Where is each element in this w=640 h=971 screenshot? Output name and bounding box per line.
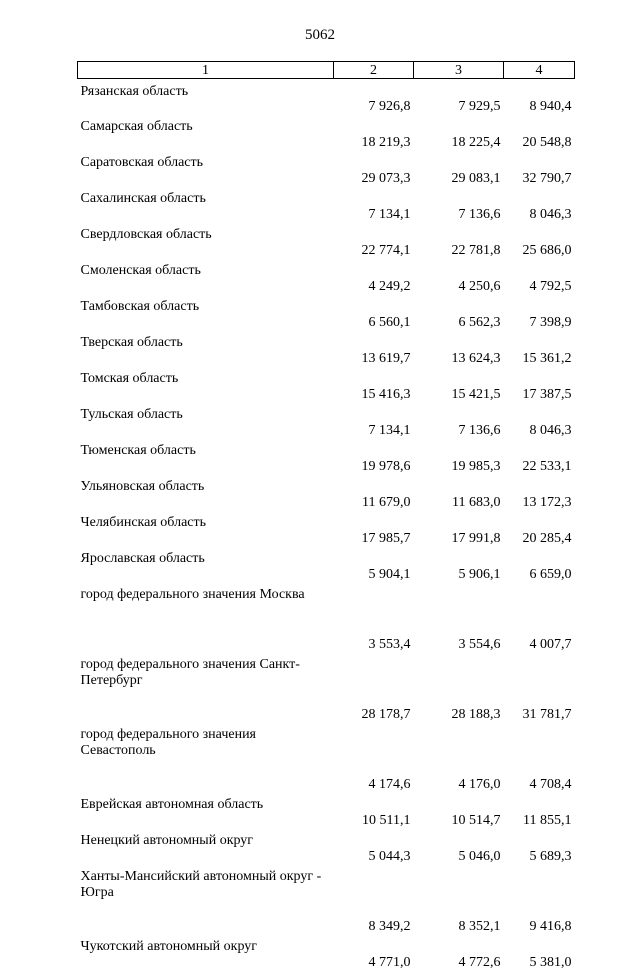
value-col-4: 4 708,4: [529, 777, 572, 792]
table-row: [78, 511, 575, 547]
value-col-4: 5 381,0: [529, 955, 572, 970]
table-row: [78, 583, 575, 653]
table-row: [78, 439, 575, 475]
table-row: [78, 865, 575, 935]
region-name: Тульская область: [80, 407, 183, 422]
region-name: Ханты-Мансийский автономный округ - Югра: [80, 869, 322, 900]
value-col-4: 20 548,8: [522, 135, 572, 150]
value-col-3: 22 781,8: [451, 243, 501, 258]
region-name: Ульяновская область: [80, 479, 205, 494]
value-col-4: 4 792,5: [529, 279, 572, 294]
value-col-3: 17 991,8: [451, 531, 501, 546]
value-col-2: 7 926,8: [368, 99, 411, 114]
value-col-3: 4 772,6: [458, 955, 501, 970]
value-col-2: 3 553,4: [368, 637, 411, 652]
value-col-3: 15 421,5: [451, 387, 501, 402]
value-col-3: 28 188,3: [451, 707, 501, 722]
value-col-4: 31 781,7: [522, 707, 572, 722]
table-row: [78, 79, 575, 116]
value-col-4: 20 285,4: [522, 531, 572, 546]
region-name: Самарская область: [80, 119, 193, 134]
value-col-2: 17 985,7: [361, 531, 411, 546]
value-col-3: 29 083,1: [451, 171, 501, 186]
region-name: город федерального значения Санкт-Петербург: [80, 657, 300, 688]
table-row: [78, 403, 575, 439]
region-name: Тверская область: [80, 335, 183, 350]
value-col-2: 13 619,7: [361, 351, 411, 366]
value-col-4: 22 533,1: [522, 459, 572, 474]
column-header-1: 1: [78, 62, 334, 79]
value-col-4: 9 416,8: [529, 919, 572, 934]
value-col-4: 13 172,3: [522, 495, 572, 510]
region-name: Еврейская автономная область: [80, 797, 264, 812]
column-header-4: 4: [504, 62, 575, 79]
region-name: Челябинская область: [80, 515, 206, 530]
value-col-2: 7 134,1: [368, 423, 411, 438]
table-row: [78, 151, 575, 187]
value-col-3: 11 683,0: [452, 495, 501, 510]
region-name: Тамбовская область: [80, 299, 200, 314]
value-col-4: 4 007,7: [529, 637, 572, 652]
value-col-4: 6 659,0: [529, 567, 572, 582]
region-name: Томская область: [80, 371, 179, 386]
budget-table: [77, 61, 575, 971]
region-name: Рязанская область: [80, 84, 189, 99]
table-header-row: [78, 62, 575, 79]
value-col-3: 7 136,6: [458, 423, 501, 438]
region-name: Чукотский автономный округ: [80, 939, 258, 954]
value-col-4: 32 790,7: [522, 171, 572, 186]
value-col-4: 7 398,9: [529, 315, 572, 330]
table-row: [78, 723, 575, 793]
column-header-2: 2: [334, 62, 414, 79]
value-col-3: 7 929,5: [458, 99, 501, 114]
value-col-2: 6 560,1: [368, 315, 411, 330]
value-col-4: 15 361,2: [522, 351, 572, 366]
region-name: Тюменская область: [80, 443, 196, 458]
region-name: город федерального значения Севастополь: [80, 727, 256, 758]
table-row: [78, 115, 575, 151]
table-row: [78, 935, 575, 971]
value-col-4: 8 046,3: [529, 423, 572, 438]
table-row: [78, 367, 575, 403]
table-row: [78, 331, 575, 367]
value-col-3: 3 554,6: [458, 637, 501, 652]
table-row: [78, 475, 575, 511]
value-col-2: 28 178,7: [361, 707, 411, 722]
value-col-4: 25 686,0: [522, 243, 572, 258]
value-col-2: 4 771,0: [368, 955, 411, 970]
value-col-4: 11 855,1: [523, 813, 572, 828]
value-col-3: 10 514,7: [451, 813, 501, 828]
value-col-2: 10 511,1: [362, 813, 411, 828]
value-col-4: 8 046,3: [529, 207, 572, 222]
value-col-2: 8 349,2: [368, 919, 411, 934]
value-col-2: 11 679,0: [362, 495, 411, 510]
value-col-3: 5 906,1: [458, 567, 501, 582]
region-name: Свердловская область: [80, 227, 212, 242]
table-row: [78, 829, 575, 865]
region-name: Ненецкий автономный округ: [80, 833, 254, 848]
value-col-2: 18 219,3: [361, 135, 411, 150]
value-col-2: 4 174,6: [368, 777, 411, 792]
value-col-2: 19 978,6: [361, 459, 411, 474]
value-col-3: 13 624,3: [451, 351, 501, 366]
region-name: Ярославская область: [80, 551, 205, 566]
value-col-2: 5 904,1: [368, 567, 411, 582]
table-row: [78, 295, 575, 331]
value-col-2: 5 044,3: [368, 849, 411, 864]
table-row: [78, 223, 575, 259]
value-col-3: 4 176,0: [458, 777, 501, 792]
region-name: Саратовская область: [80, 155, 204, 170]
value-col-3: 6 562,3: [458, 315, 501, 330]
column-header-3: 3: [414, 62, 504, 79]
value-col-3: 5 046,0: [458, 849, 501, 864]
value-col-3: 18 225,4: [451, 135, 501, 150]
value-col-2: 4 249,2: [368, 279, 411, 294]
value-col-4: 17 387,5: [522, 387, 572, 402]
table-row: [78, 793, 575, 829]
value-col-2: 22 774,1: [361, 243, 411, 258]
value-col-2: 7 134,1: [368, 207, 411, 222]
table-row: [78, 187, 575, 223]
value-col-3: 8 352,1: [458, 919, 501, 934]
value-col-3: 19 985,3: [451, 459, 501, 474]
value-col-4: 5 689,3: [529, 849, 572, 864]
region-name: Смоленская область: [80, 263, 201, 278]
value-col-3: 7 136,6: [458, 207, 501, 222]
region-name: Сахалинская область: [80, 191, 206, 206]
value-col-2: 15 416,3: [361, 387, 411, 402]
value-col-3: 4 250,6: [458, 279, 501, 294]
table-row: [78, 653, 575, 723]
region-name: город федерального значения Москва: [80, 587, 305, 602]
value-col-4: 8 940,4: [529, 99, 572, 114]
table-row: [78, 259, 575, 295]
value-col-2: 29 073,3: [361, 171, 411, 186]
table-row: [78, 547, 575, 583]
page-number: 5062: [305, 27, 335, 43]
